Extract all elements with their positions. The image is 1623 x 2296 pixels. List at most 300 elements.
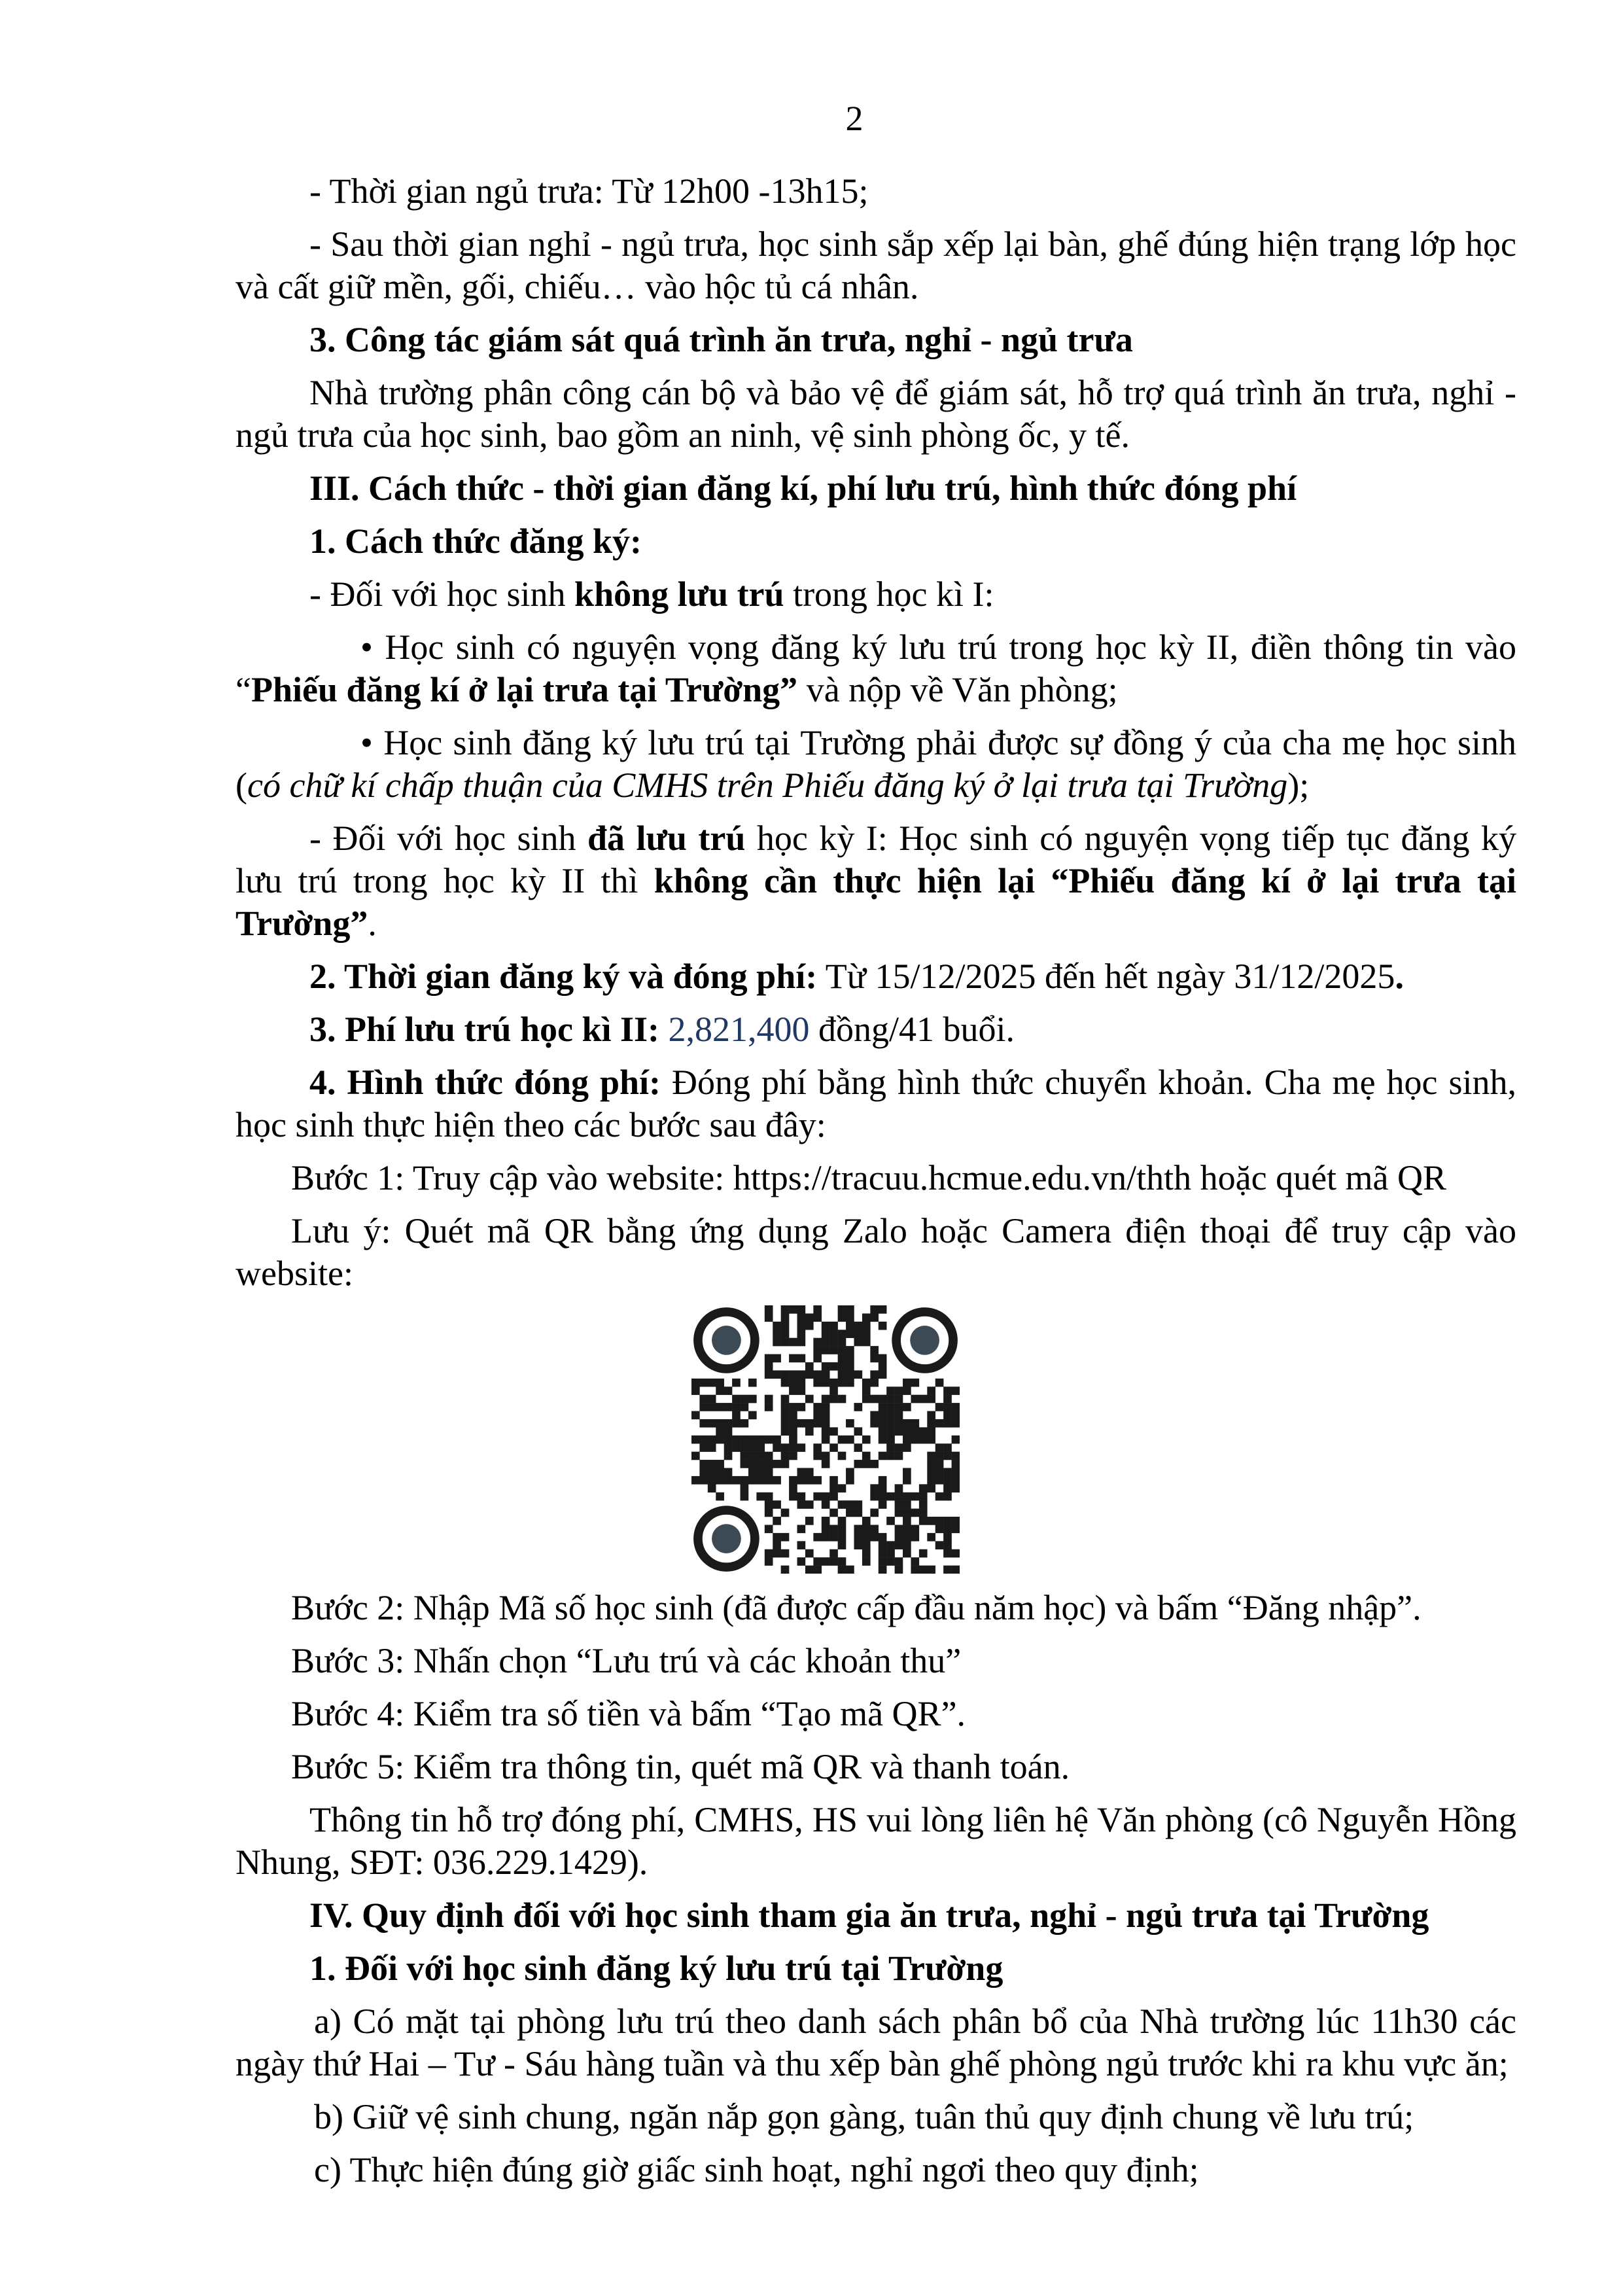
section-heading <box>236 319 1516 361</box>
qr-module <box>829 1533 838 1542</box>
qr-module <box>952 1525 960 1533</box>
qr-module <box>943 1541 952 1549</box>
qr-module <box>895 1533 903 1542</box>
qr-module <box>773 1443 781 1452</box>
qr-module <box>773 1500 781 1509</box>
qr-module <box>870 1533 879 1542</box>
qr-module <box>879 1452 887 1460</box>
qr-module <box>765 1549 773 1558</box>
qr-module <box>699 1443 708 1452</box>
text-segment: trong học kì I: <box>784 574 994 614</box>
paragraph <box>236 1061 1516 1146</box>
qr-module <box>903 1525 911 1533</box>
qr-module <box>805 1419 814 1428</box>
qr-module <box>895 1395 903 1404</box>
qr-module <box>708 1443 716 1452</box>
qr-module <box>748 1460 757 1468</box>
qr-module <box>741 1484 749 1492</box>
qr-module <box>911 1557 919 1566</box>
qr-module <box>886 1557 895 1566</box>
qr-module <box>862 1452 871 1460</box>
text-segment: đã lưu trú <box>587 819 746 858</box>
qr-module <box>903 1492 911 1501</box>
qr-module <box>903 1379 911 1387</box>
qr-module <box>822 1322 830 1330</box>
qr-module <box>829 1557 838 1566</box>
qr-module <box>699 1379 708 1387</box>
qr-module <box>822 1427 830 1436</box>
qr-module <box>765 1436 773 1444</box>
qr-module <box>870 1509 879 1517</box>
text-segment: IV. Quy định đối với học sinh tham gia ăn trưa, nghỉ - ngủ trưa tại Trường <box>309 1896 1429 1935</box>
qr-module <box>797 1525 806 1533</box>
qr-module <box>846 1419 854 1428</box>
page-number: 2 <box>845 99 864 138</box>
qr-module <box>724 1403 733 1411</box>
qr-finder-dot <box>712 1326 741 1355</box>
qr-module <box>862 1517 871 1525</box>
qr-module <box>895 1500 903 1509</box>
qr-module <box>838 1338 846 1347</box>
qr-module <box>732 1411 741 1420</box>
qr-module <box>789 1419 797 1428</box>
section-heading <box>236 1947 1516 1990</box>
qr-module <box>829 1492 838 1501</box>
qr-module <box>822 1379 830 1387</box>
qr-module <box>765 1395 773 1404</box>
qr-module <box>716 1492 724 1501</box>
qr-module <box>911 1566 919 1574</box>
qr-module <box>829 1322 838 1330</box>
qr-module <box>838 1566 846 1574</box>
qr-module <box>724 1427 733 1436</box>
qr-module <box>724 1419 733 1428</box>
qr-module <box>879 1500 887 1509</box>
qr-module <box>805 1322 814 1330</box>
qr-module <box>765 1313 773 1322</box>
qr-module <box>927 1411 935 1420</box>
qr-module <box>846 1354 854 1363</box>
text-segment: 1. Đối với học sinh đăng ký lưu trú tại Trường <box>309 1949 1003 1988</box>
step-line <box>236 1693 1516 1735</box>
qr-module <box>862 1460 871 1468</box>
qr-module <box>724 1476 733 1485</box>
qr-module <box>879 1436 887 1444</box>
qr-module <box>748 1443 757 1452</box>
text-segment: - Đối với học sinh <box>309 574 575 614</box>
text-segment: Bước 4: Kiểm tra số tiền và bấm “Tạo mã QR”. <box>291 1694 966 1733</box>
qr-module <box>789 1386 797 1395</box>
qr-module <box>870 1460 879 1468</box>
qr-module <box>699 1403 708 1411</box>
text-segment: 2,821,400 <box>668 1010 810 1049</box>
qr-module <box>781 1313 790 1322</box>
qr-module <box>765 1492 773 1501</box>
qr-module <box>829 1379 838 1387</box>
text-segment: - Đối với học sinh <box>309 819 587 858</box>
step-line <box>236 1587 1516 1629</box>
qr-module <box>781 1509 790 1517</box>
qr-module <box>741 1476 749 1485</box>
qr-module <box>813 1354 822 1363</box>
qr-module <box>943 1517 952 1525</box>
qr-module <box>862 1330 871 1338</box>
qr-module <box>903 1468 911 1476</box>
qr-module <box>716 1379 724 1387</box>
qr-module <box>879 1322 887 1330</box>
qr-module <box>699 1436 708 1444</box>
qr-module <box>943 1386 952 1395</box>
qr-module <box>781 1379 790 1387</box>
qr-module <box>716 1427 724 1436</box>
qr-module <box>748 1411 757 1420</box>
qr-module <box>943 1403 952 1411</box>
qr-module <box>943 1566 952 1574</box>
qr-module <box>765 1500 773 1509</box>
qr-module <box>870 1305 879 1314</box>
qr-module <box>741 1492 749 1501</box>
qr-module <box>773 1338 781 1347</box>
qr-module <box>838 1346 846 1354</box>
qr-module <box>886 1419 895 1428</box>
qr-module <box>943 1533 952 1542</box>
qr-module <box>741 1460 749 1468</box>
qr-module <box>773 1322 781 1330</box>
qr-module <box>927 1395 935 1404</box>
qr-module <box>846 1379 854 1387</box>
qr-module <box>813 1452 822 1460</box>
qr-module <box>829 1338 838 1347</box>
qr-module <box>854 1403 862 1411</box>
qr-module <box>789 1427 797 1436</box>
qr-module <box>708 1419 716 1428</box>
paragraph <box>236 2149 1516 2191</box>
qr-module <box>789 1484 797 1492</box>
qr-module <box>822 1460 830 1468</box>
qr-module <box>895 1419 903 1428</box>
qr-module <box>854 1427 862 1436</box>
qr-module <box>935 1468 944 1476</box>
qr-module <box>789 1411 797 1420</box>
qr-module <box>797 1443 806 1452</box>
qr-module <box>943 1525 952 1533</box>
qr-module <box>822 1411 830 1420</box>
qr-module <box>935 1379 944 1387</box>
qr-module <box>789 1338 797 1347</box>
qr-module <box>903 1476 911 1485</box>
section-heading <box>236 1894 1516 1937</box>
qr-module <box>895 1411 903 1420</box>
qr-module <box>879 1427 887 1436</box>
qr-module <box>879 1305 887 1314</box>
qr-module <box>935 1492 944 1501</box>
qr-module <box>927 1419 935 1428</box>
qr-module <box>829 1330 838 1338</box>
qr-module <box>773 1549 781 1558</box>
qr-module <box>829 1509 838 1517</box>
qr-module <box>927 1566 935 1574</box>
qr-module <box>773 1476 781 1485</box>
qr-module <box>903 1443 911 1452</box>
qr-module <box>822 1492 830 1501</box>
qr-module <box>724 1468 733 1476</box>
qr-module <box>870 1379 879 1387</box>
qr-module <box>691 1379 700 1387</box>
qr-module <box>732 1476 741 1485</box>
qr-module <box>716 1468 724 1476</box>
qr-module <box>870 1492 879 1501</box>
qr-module <box>813 1419 822 1428</box>
qr-module <box>911 1427 919 1436</box>
qr-module <box>903 1509 911 1517</box>
qr-module <box>691 1386 700 1395</box>
qr-module <box>765 1362 773 1371</box>
qr-module <box>748 1468 757 1476</box>
qr-module <box>943 1492 952 1501</box>
qr-module <box>822 1346 830 1354</box>
qr-module <box>895 1452 903 1460</box>
qr-module <box>805 1500 814 1509</box>
qr-module <box>952 1403 960 1411</box>
qr-module <box>952 1476 960 1485</box>
qr-module <box>829 1525 838 1533</box>
qr-module <box>838 1395 846 1404</box>
qr-module <box>813 1338 822 1347</box>
qr-module <box>870 1484 879 1492</box>
qr-module <box>773 1517 781 1525</box>
qr-module <box>862 1386 871 1395</box>
qr-module <box>805 1468 814 1476</box>
paragraph <box>236 817 1516 945</box>
qr-module <box>829 1484 838 1492</box>
qr-module <box>919 1484 928 1492</box>
qr-module <box>895 1509 903 1517</box>
qr-module <box>838 1354 846 1363</box>
qr-module <box>813 1313 822 1322</box>
qr-module <box>756 1443 765 1452</box>
qr-module <box>927 1517 935 1525</box>
qr-module <box>903 1517 911 1525</box>
qr-module <box>895 1525 903 1533</box>
text-segment: Từ 15/12/2025 đến hết ngày 31/12/2025 <box>817 957 1395 996</box>
qr-module <box>952 1419 960 1428</box>
qr-module <box>895 1386 903 1395</box>
qr-module <box>708 1395 716 1404</box>
qr-module <box>838 1362 846 1371</box>
qr-module <box>699 1395 708 1404</box>
qr-module <box>943 1484 952 1492</box>
paragraph <box>236 2000 1516 2085</box>
qr-module <box>919 1492 928 1501</box>
text-with-link: Bước 1: Truy cập vào website: https://tracuu.hcmue.edu.vn/thth hoặc quét mã QR <box>291 1158 1447 1197</box>
qr-module <box>870 1354 879 1363</box>
qr-module <box>813 1305 822 1314</box>
qr-module <box>854 1500 862 1509</box>
qr-module <box>741 1443 749 1452</box>
qr-module <box>935 1476 944 1485</box>
qr-module <box>943 1419 952 1428</box>
text-segment: a) Có mặt tại phòng lưu trú theo danh sách phân bổ của Nhà trường lúc 11h30 các ngày thứ Hai – Tư - Sáu hàng tuần và thu xếp bàn ghế phòng ngủ trước khi ra khu vực ăn; <box>236 2002 1516 2083</box>
qr-module <box>879 1395 887 1404</box>
qr-module <box>789 1305 797 1314</box>
qr-module <box>781 1338 790 1347</box>
section-heading <box>236 520 1516 563</box>
qr-module <box>895 1484 903 1492</box>
qr-module <box>732 1395 741 1404</box>
qr-module <box>952 1386 960 1395</box>
text-segment: . <box>1395 957 1404 996</box>
qr-module <box>903 1541 911 1549</box>
qr-module <box>773 1354 781 1363</box>
text-segment: không cần thực hiện lại “Phiếu đăng kí ở lại trưa tại Trường” <box>236 861 1516 943</box>
qr-module <box>724 1436 733 1444</box>
qr-module <box>943 1411 952 1420</box>
qr-module <box>886 1395 895 1404</box>
text-segment: 4. Hình thức đóng phí: <box>309 1063 661 1102</box>
text-segment: học kỳ I: Học sinh có nguyện vọng tiếp tục đăng ký lưu trú trong học kỳ II thì <box>236 819 1516 900</box>
qr-module <box>854 1443 862 1452</box>
text-segment: Nhà trường phân công cán bộ và bảo vệ để giám sát, hỗ trợ quá trình ăn trưa, nghỉ - ngủ trưa của học sinh, bao gồm an ninh, vệ sinh phòng ốc, y tế. <box>236 373 1516 455</box>
qr-module <box>846 1305 854 1314</box>
qr-module <box>829 1443 838 1452</box>
qr-module <box>789 1354 797 1363</box>
qr-module <box>927 1533 935 1542</box>
qr-code-block <box>691 1305 960 1574</box>
qr-module <box>773 1460 781 1468</box>
qr-module <box>870 1411 879 1420</box>
qr-module <box>773 1370 781 1379</box>
qr-module <box>895 1566 903 1574</box>
qr-module <box>886 1386 895 1395</box>
qr-module <box>805 1476 814 1485</box>
qr-module <box>846 1468 854 1476</box>
text-segment: 1. Cách thức đăng ký: <box>309 521 642 561</box>
qr-module <box>903 1436 911 1444</box>
qr-module <box>919 1509 928 1517</box>
qr-module <box>838 1517 846 1525</box>
qr-module <box>927 1436 935 1444</box>
qr-module <box>895 1427 903 1436</box>
qr-module <box>854 1370 862 1379</box>
qr-module <box>854 1460 862 1468</box>
qr-module <box>879 1541 887 1549</box>
qr-module <box>838 1557 846 1566</box>
qr-module <box>919 1427 928 1436</box>
text-segment: Học sinh có nguyện vọng đăng ký lưu trú trong học kỳ II, điền thông tin vào “ <box>236 627 1516 709</box>
qr-module <box>943 1452 952 1460</box>
qr-module <box>879 1533 887 1542</box>
qr-module <box>797 1419 806 1428</box>
qr-module <box>862 1379 871 1387</box>
qr-module <box>886 1411 895 1420</box>
qr-module <box>838 1305 846 1314</box>
qr-module <box>886 1549 895 1558</box>
qr-module <box>741 1419 749 1428</box>
qr-module <box>879 1362 887 1371</box>
qr-module <box>935 1525 944 1533</box>
qr-module <box>781 1322 790 1330</box>
qr-module <box>708 1460 716 1468</box>
text-segment: Đóng phí bằng hình thức chuyển khoản. Cha mẹ học sinh, học sinh thực hiện theo các bước sau đây: <box>236 1063 1516 1144</box>
qr-module <box>822 1419 830 1428</box>
qr-module <box>732 1419 741 1428</box>
qr-module <box>781 1370 790 1379</box>
document-body <box>236 170 1516 2202</box>
qr-module <box>862 1549 871 1558</box>
qr-module <box>870 1419 879 1428</box>
text-segment: • <box>360 627 385 667</box>
qr-module <box>879 1484 887 1492</box>
qr-module <box>765 1354 773 1363</box>
qr-module <box>886 1452 895 1460</box>
qr-module <box>935 1452 944 1460</box>
qr-module <box>879 1549 887 1558</box>
qr-module <box>781 1566 790 1574</box>
qr-module <box>716 1403 724 1411</box>
qr-module <box>854 1509 862 1517</box>
text-segment <box>659 1010 669 1049</box>
qr-module <box>789 1403 797 1411</box>
qr-finder-dot <box>712 1524 741 1553</box>
qr-module <box>846 1436 854 1444</box>
qr-module <box>797 1492 806 1501</box>
qr-module <box>903 1500 911 1509</box>
step-line <box>236 1746 1516 1788</box>
qr-module <box>862 1313 871 1322</box>
qr-module <box>854 1541 862 1549</box>
qr-module <box>765 1370 773 1379</box>
paragraph <box>236 626 1516 711</box>
qr-module <box>724 1386 733 1395</box>
qr-module <box>797 1541 806 1549</box>
qr-module <box>846 1330 854 1338</box>
qr-module <box>829 1549 838 1558</box>
qr-module <box>952 1411 960 1420</box>
qr-module <box>781 1549 790 1558</box>
qr-module <box>895 1557 903 1566</box>
qr-module <box>911 1436 919 1444</box>
qr-module <box>781 1452 790 1460</box>
qr-module <box>716 1476 724 1485</box>
qr-module <box>813 1533 822 1542</box>
qr-module <box>797 1370 806 1379</box>
qr-module <box>879 1476 887 1485</box>
qr-module <box>756 1468 765 1476</box>
text-segment: - Sau thời gian nghỉ - ngủ trưa, học sinh sắp xếp lại bàn, ghế đúng hiện trạng lớp học và cất giữ mền, gối, chiếu… vào hộc tủ cá nhân. <box>236 224 1516 306</box>
qr-module <box>813 1492 822 1501</box>
qr-module <box>789 1452 797 1460</box>
qr-module <box>813 1346 822 1354</box>
qr-module <box>765 1460 773 1468</box>
qr-module <box>927 1427 935 1436</box>
qr-module <box>781 1443 790 1452</box>
qr-module <box>862 1338 871 1347</box>
qr-module <box>829 1362 838 1371</box>
qr-module <box>919 1566 928 1574</box>
qr-module <box>813 1566 822 1574</box>
qr-module <box>813 1411 822 1420</box>
qr-module <box>879 1370 887 1379</box>
qr-module <box>765 1509 773 1517</box>
qr-module <box>822 1517 830 1525</box>
qr-module <box>829 1427 838 1436</box>
qr-module <box>732 1403 741 1411</box>
qr-module <box>813 1557 822 1566</box>
qr-module <box>691 1436 700 1444</box>
text-segment: Bước 3: Nhấn chọn “Lưu trú và các khoản thu” <box>291 1641 962 1680</box>
qr-module <box>748 1436 757 1444</box>
qr-module <box>886 1541 895 1549</box>
